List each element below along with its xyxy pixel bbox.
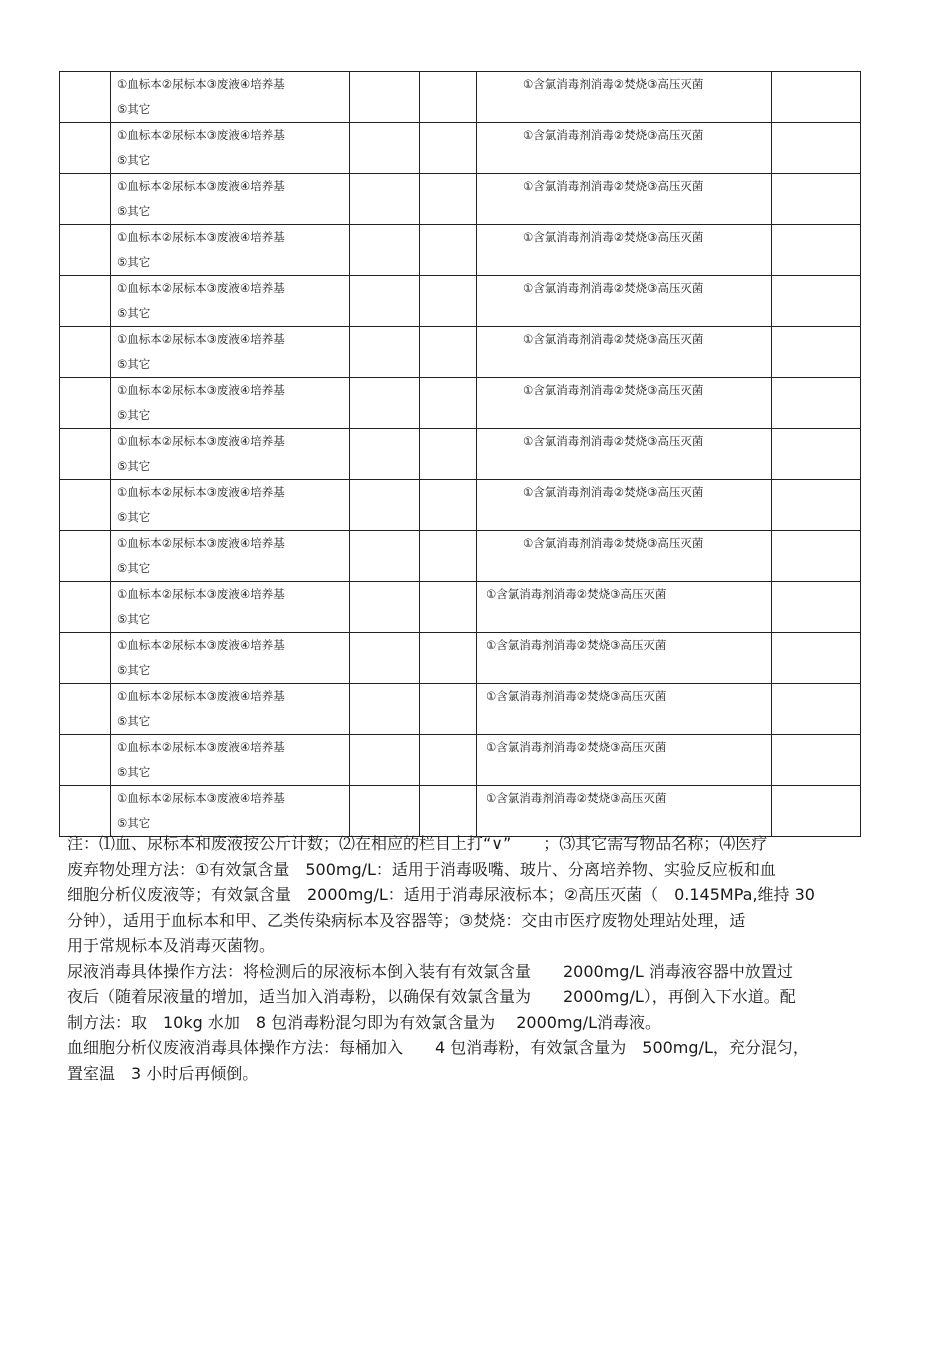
cell-date [60,276,111,327]
note-line: 细胞分析仪废液等；有效氯含量 2000mg/L：适用于消毒尿液标本；②高压灭菌（ 0.145MPa,维持 30 [67,885,815,904]
notes-section [67,831,887,1086]
cell-quantity [350,72,420,123]
waste-items-options: ①血标本②尿标本③废液④培养基 [117,179,285,193]
cell-date [60,72,111,123]
waste-items-other: ⑤其它 [117,714,151,728]
cell-date [60,327,111,378]
cell-disposal-method [477,123,772,174]
table-row [60,327,861,378]
cell-date [60,174,111,225]
cell-disposal-method [477,786,772,837]
cell-weight [420,480,477,531]
cell-date [60,225,111,276]
cell-disposal-method [477,429,772,480]
cell-waste-items [111,429,350,480]
table-row [60,123,861,174]
waste-items-other: ⑤其它 [117,561,151,575]
cell-disposal-method [477,174,772,225]
cell-quantity [350,174,420,225]
table-row [60,582,861,633]
cell-weight [420,174,477,225]
table-row [60,684,861,735]
cell-quantity [350,735,420,786]
cell-signature [772,378,861,429]
cell-disposal-method [477,735,772,786]
cell-weight [420,633,477,684]
table-row [60,531,861,582]
cell-disposal-method [477,480,772,531]
note-line: 分钟），适用于血标本和甲、乙类传染病标本及容器等；③焚烧：交由市医疗废物处理站处理，适 [67,910,746,930]
disposal-method-options: ①含氯消毒剂消毒②焚烧③高压灭菌 [486,740,667,754]
cell-quantity [350,684,420,735]
cell-date [60,123,111,174]
cell-signature [772,786,861,837]
waste-items-options: ①血标本②尿标本③废液④培养基 [117,332,285,346]
cell-waste-items [111,276,350,327]
cell-waste-items [111,123,350,174]
cell-waste-items [111,327,350,378]
cell-signature [772,72,861,123]
cell-waste-items [111,378,350,429]
waste-items-other: ⑤其它 [117,408,151,422]
waste-items-options: ①血标本②尿标本③废液④培养基 [117,587,285,601]
waste-items-other: ⑤其它 [117,459,151,473]
table-row [60,735,861,786]
cell-signature [772,480,861,531]
waste-log-body [60,72,861,837]
waste-items-other: ⑤其它 [117,765,151,779]
waste-items-options: ①血标本②尿标本③废液④培养基 [117,740,285,754]
table-row [60,480,861,531]
table-row [60,378,861,429]
cell-quantity [350,633,420,684]
disposal-method-options: ①含氯消毒剂消毒②焚烧③高压灭菌 [486,638,667,652]
disposal-method-options: ①含氯消毒剂消毒②焚烧③高压灭菌 [523,77,704,91]
note-line: 夜后（随着尿液量的增加，适当加入消毒粉，以确保有效氯含量为 2000mg/L），再倒入下水道。配 [67,987,796,1006]
cell-date [60,633,111,684]
cell-quantity [350,276,420,327]
disposal-method-options: ①含氯消毒剂消毒②焚烧③高压灭菌 [523,434,704,448]
cell-quantity [350,480,420,531]
waste-items-options: ①血标本②尿标本③废液④培养基 [117,536,285,550]
cell-weight [420,786,477,837]
waste-items-options: ①血标本②尿标本③废液④培养基 [117,128,285,142]
cell-disposal-method [477,684,772,735]
cell-quantity [350,429,420,480]
waste-items-other: ⑤其它 [117,204,151,218]
disposal-method-options: ①含氯消毒剂消毒②焚烧③高压灭菌 [486,587,667,601]
disposal-method-options: ①含氯消毒剂消毒②焚烧③高压灭菌 [523,332,704,346]
disposal-method-options: ①含氯消毒剂消毒②焚烧③高压灭菌 [523,128,704,142]
table-row [60,72,861,123]
cell-disposal-method [477,633,772,684]
disposal-method-options: ①含氯消毒剂消毒②焚烧③高压灭菌 [523,536,704,550]
note-line: 置室温 3 小时后再倾倒。 [67,1063,259,1083]
cell-signature [772,531,861,582]
note-line: 用于常规标本及消毒灭菌物。 [67,936,276,955]
cell-disposal-method [477,225,772,276]
cell-signature [772,735,861,786]
cell-waste-items [111,633,350,684]
cell-waste-items [111,531,350,582]
note-line: 制方法：取 10kg 水加 8 包消毒粉混匀即为有效氯含量为 2000mg/L消毒液。 [67,1012,661,1032]
waste-items-options: ①血标本②尿标本③废液④培养基 [117,689,285,703]
disposal-method-options: ①含氯消毒剂消毒②焚烧③高压灭菌 [523,485,704,499]
cell-date [60,582,111,633]
note-line: 注：⑴血、尿标本和废液按公斤计数；⑵在相应的栏目上打“∨” ；⑶其它需写物品名称；⑷医疗 [67,834,768,853]
waste-items-other: ⑤其它 [117,357,151,371]
waste-items-options: ①血标本②尿标本③废液④培养基 [117,638,285,652]
disposal-method-options: ①含氯消毒剂消毒②焚烧③高压灭菌 [486,791,667,805]
cell-weight [420,684,477,735]
cell-signature [772,582,861,633]
disposal-method-options: ①含氯消毒剂消毒②焚烧③高压灭菌 [523,383,704,397]
cell-quantity [350,327,420,378]
table-row [60,786,861,837]
disposal-method-options: ①含氯消毒剂消毒②焚烧③高压灭菌 [486,689,667,703]
cell-signature [772,123,861,174]
cell-quantity [350,786,420,837]
cell-weight [420,72,477,123]
waste-items-options: ①血标本②尿标本③废液④培养基 [117,485,285,499]
cell-disposal-method [477,582,772,633]
cell-weight [420,735,477,786]
table-row [60,174,861,225]
cell-weight [420,327,477,378]
waste-items-other: ⑤其它 [117,102,151,116]
table-row [60,276,861,327]
cell-waste-items [111,225,350,276]
waste-items-options: ①血标本②尿标本③废液④培养基 [117,383,285,397]
cell-disposal-method [477,378,772,429]
cell-quantity [350,582,420,633]
cell-quantity [350,531,420,582]
waste-items-other: ⑤其它 [117,663,151,677]
table-row [60,633,861,684]
cell-date [60,735,111,786]
cell-waste-items [111,684,350,735]
cell-disposal-method [477,276,772,327]
cell-weight [420,582,477,633]
waste-items-other: ⑤其它 [117,816,151,830]
waste-items-options: ①血标本②尿标本③废液④培养基 [117,281,285,295]
cell-weight [420,123,477,174]
waste-items-other: ⑤其它 [117,153,151,167]
cell-weight [420,276,477,327]
cell-quantity [350,378,420,429]
cell-weight [420,225,477,276]
cell-waste-items [111,480,350,531]
cell-date [60,429,111,480]
cell-date [60,531,111,582]
cell-signature [772,225,861,276]
cell-signature [772,684,861,735]
waste-items-options: ①血标本②尿标本③废液④培养基 [117,77,285,91]
cell-date [60,684,111,735]
table-row [60,225,861,276]
cell-quantity [350,225,420,276]
cell-quantity [350,123,420,174]
cell-waste-items [111,786,350,837]
note-line: 尿液消毒具体操作方法：将检测后的尿液标本倒入装有有效氯含量 2000mg/L 消毒液容器中放置过 [67,961,793,981]
waste-items-other: ⑤其它 [117,510,151,524]
cell-disposal-method [477,72,772,123]
cell-signature [772,174,861,225]
note-line: 废弃物处理方法：①有效氯含量 500mg/L：适用于消毒吸嘴、玻片、分离培养物、实验反应板和血 [67,859,776,879]
cell-waste-items [111,174,350,225]
cell-weight [420,531,477,582]
waste-items-options: ①血标本②尿标本③废液④培养基 [117,791,285,805]
cell-date [60,378,111,429]
waste-items-other: ⑤其它 [117,306,151,320]
waste-items-other: ⑤其它 [117,612,151,626]
cell-signature [772,276,861,327]
waste-items-other: ⑤其它 [117,255,151,269]
table-row [60,429,861,480]
cell-waste-items [111,72,350,123]
cell-waste-items [111,735,350,786]
note-line: 血细胞分析仪废液消毒具体操作方法：每桶加入 4 包消毒粉，有效氯含量为 500mg/L，充分混匀， [67,1038,809,1057]
disposal-method-options: ①含氯消毒剂消毒②焚烧③高压灭菌 [523,179,704,193]
waste-items-options: ①血标本②尿标本③废液④培养基 [117,230,285,244]
disposal-method-options: ①含氯消毒剂消毒②焚烧③高压灭菌 [523,230,704,244]
cell-weight [420,429,477,480]
cell-signature [772,429,861,480]
waste-log-table [59,71,861,837]
cell-disposal-method [477,531,772,582]
waste-items-options: ①血标本②尿标本③废液④培养基 [117,434,285,448]
disposal-method-options: ①含氯消毒剂消毒②焚烧③高压灭菌 [523,281,704,295]
cell-signature [772,633,861,684]
cell-weight [420,378,477,429]
cell-date [60,786,111,837]
cell-disposal-method [477,327,772,378]
cell-waste-items [111,582,350,633]
cell-signature [772,327,861,378]
cell-date [60,480,111,531]
